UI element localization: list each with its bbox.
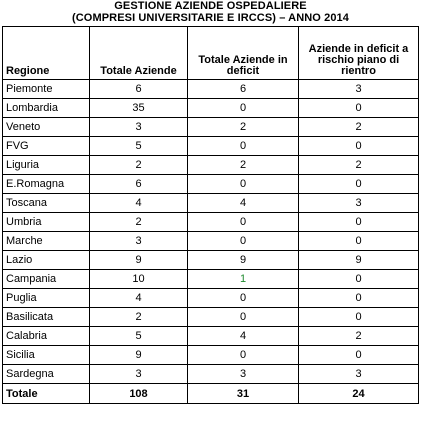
table-row (3, 118, 419, 137)
cell-totale: 6 (90, 80, 188, 99)
cell-deficit: 4 (188, 194, 299, 213)
cell-regione: Marche (3, 232, 90, 251)
cell-totale: 35 (90, 99, 188, 118)
header-totale-deficit: Totale Aziende in deficit (188, 27, 299, 80)
cell-rischio: 2 (299, 156, 419, 175)
cell-totale: 9 (90, 346, 188, 365)
cell-regione: Campania (3, 270, 90, 289)
cell-totale: 2 (90, 213, 188, 232)
cell-regione: Umbria (3, 213, 90, 232)
cell-regione: Lazio (3, 251, 90, 270)
table-row (3, 327, 419, 346)
cell-rischio: 9 (299, 251, 419, 270)
table-row (3, 346, 419, 365)
cell-regione: Basilicata (3, 308, 90, 327)
cell-regione: Puglia (3, 289, 90, 308)
total-row (3, 384, 419, 404)
cell-totale: 3 (90, 365, 188, 384)
cell-totale: 3 (90, 232, 188, 251)
table-row (3, 270, 419, 289)
cell-regione: FVG (3, 137, 90, 156)
total-totale: 108 (90, 384, 188, 404)
cell-rischio: 0 (299, 346, 419, 365)
cell-rischio: 0 (299, 270, 419, 289)
cell-totale: 3 (90, 118, 188, 137)
cell-rischio: 0 (299, 99, 419, 118)
table-row (3, 308, 419, 327)
cell-regione: Calabria (3, 327, 90, 346)
cell-totale: 5 (90, 137, 188, 156)
total-label: Totale (3, 384, 90, 404)
cell-regione: E.Romagna (3, 175, 90, 194)
cell-totale: 4 (90, 289, 188, 308)
cell-deficit: 0 (188, 213, 299, 232)
table-row (3, 213, 419, 232)
cell-deficit: 0 (188, 346, 299, 365)
title-line-2: (COMPRESI UNIVERSITARIE E IRCCS) – ANNO 2014 (71, 11, 349, 24)
cell-deficit: 2 (188, 156, 299, 175)
cell-deficit: 0 (188, 232, 299, 251)
table-row (3, 80, 419, 99)
cell-regione: Piemonte (3, 80, 90, 99)
cell-regione: Sardegna (3, 365, 90, 384)
cell-regione: Veneto (3, 118, 90, 137)
header-totale-aziende: Totale Aziende (90, 27, 188, 80)
cell-deficit: 2 (188, 118, 299, 137)
cell-rischio: 3 (299, 365, 419, 384)
table-row (3, 99, 419, 118)
table-row (3, 251, 419, 270)
cell-rischio: 3 (299, 194, 419, 213)
cell-regione: Liguria (3, 156, 90, 175)
table-row (3, 289, 419, 308)
cell-totale: 10 (90, 270, 188, 289)
aziende-table (2, 26, 419, 404)
cell-totale: 2 (90, 156, 188, 175)
cell-rischio: 3 (299, 80, 419, 99)
table-row (3, 194, 419, 213)
cell-rischio: 0 (299, 213, 419, 232)
table-row (3, 137, 419, 156)
cell-rischio: 0 (299, 137, 419, 156)
cell-regione: Toscana (3, 194, 90, 213)
total-rischio: 24 (299, 384, 419, 404)
cell-deficit: 0 (188, 137, 299, 156)
table-row (3, 232, 419, 251)
cell-regione: Sicilia (3, 346, 90, 365)
header-rischio: Aziende in deficit a rischio piano di rientro (299, 27, 419, 80)
header-row (3, 27, 419, 80)
cell-deficit: 4 (188, 327, 299, 346)
table-row (3, 175, 419, 194)
cell-totale: 5 (90, 327, 188, 346)
table-row (3, 156, 419, 175)
total-deficit: 31 (188, 384, 299, 404)
cell-deficit: 6 (188, 80, 299, 99)
table-row (3, 365, 419, 384)
cell-rischio: 0 (299, 232, 419, 251)
cell-deficit: 0 (188, 289, 299, 308)
cell-totale: 2 (90, 308, 188, 327)
header-regione: Regione (3, 27, 90, 80)
cell-deficit: 9 (188, 251, 299, 270)
cell-rischio: 0 (299, 289, 419, 308)
cell-totale: 9 (90, 251, 188, 270)
cell-rischio: 0 (299, 308, 419, 327)
cell-deficit-highlight: 1 (188, 270, 299, 289)
cell-deficit: 0 (188, 99, 299, 118)
cell-totale: 6 (90, 175, 188, 194)
cell-deficit: 0 (188, 308, 299, 327)
cell-totale: 4 (90, 194, 188, 213)
title-line-1: GESTIONE AZIENDE OSPEDALIERE (114, 0, 307, 12)
cell-rischio: 2 (299, 327, 419, 346)
cell-regione: Lombardia (3, 99, 90, 118)
cell-deficit: 0 (188, 175, 299, 194)
cell-rischio: 0 (299, 175, 419, 194)
cell-deficit: 3 (188, 365, 299, 384)
table-title (0, 1, 421, 24)
cell-rischio: 2 (299, 118, 419, 137)
